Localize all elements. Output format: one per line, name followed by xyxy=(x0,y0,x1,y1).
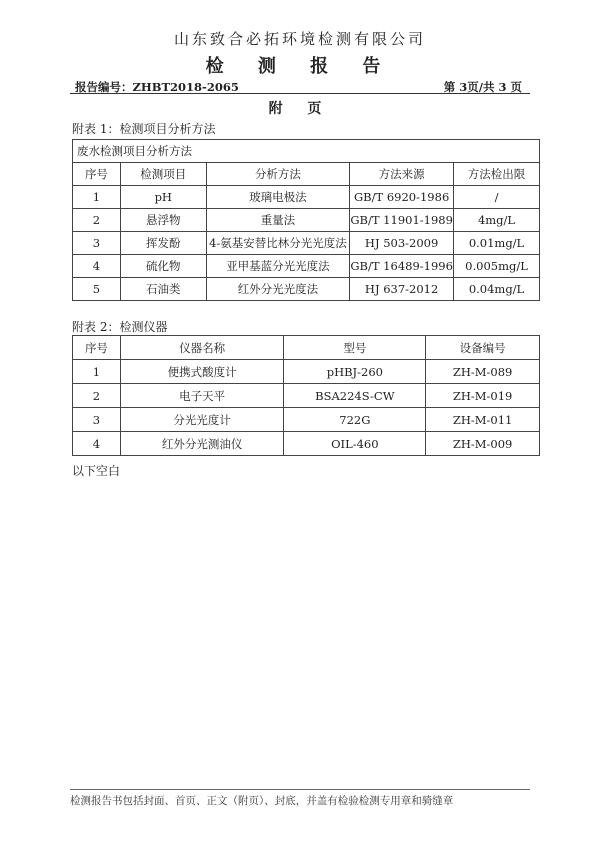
blank-below-note: 以下空白 xyxy=(72,464,121,478)
table-cell: ZH-M-089 xyxy=(426,360,540,384)
header-divider xyxy=(70,93,530,94)
table-cell: 4 xyxy=(73,432,121,456)
page-indicator: 第 3页/共 3 页 xyxy=(443,80,522,94)
section-heading: 附 页 xyxy=(268,101,332,117)
table-cell: 4-氨基安替比林分光光度法 xyxy=(206,232,350,255)
table-row xyxy=(73,360,540,384)
table-cell: ZH-M-009 xyxy=(426,432,540,456)
table-cell: 2 xyxy=(73,384,121,408)
column-header: 序号 xyxy=(73,163,121,186)
column-header: 方法检出限 xyxy=(454,163,540,186)
table-cell: 3 xyxy=(73,232,121,255)
table-cell: OIL-460 xyxy=(284,432,426,456)
table-cell: 5 xyxy=(73,278,121,301)
column-header: 检测项目 xyxy=(120,163,206,186)
table-cell: GB/T 16489-1996 xyxy=(350,255,454,278)
table-cell: GB/T 6920-1986 xyxy=(350,186,454,209)
table-cell: 2 xyxy=(73,209,121,232)
table-cell: 挥发酚 xyxy=(120,232,206,255)
table1-caption: 附表 1：检测项目分析方法 xyxy=(72,122,216,136)
report-number: 报告编号：ZHBT2018-2065 xyxy=(75,80,239,94)
table-cell: HJ 503-2009 xyxy=(350,232,454,255)
column-header: 型号 xyxy=(284,336,426,360)
table-cell: pH xyxy=(120,186,206,209)
table-cell: GB/T 11901-1989 xyxy=(350,209,454,232)
table-row xyxy=(73,209,540,232)
table-cell: 亚甲基蓝分光光度法 xyxy=(206,255,350,278)
table-cell: 石油类 xyxy=(120,278,206,301)
table-cell: 722G xyxy=(284,408,426,432)
table-row xyxy=(73,432,540,456)
table-cell: 电子天平 xyxy=(120,384,284,408)
table-cell: / xyxy=(454,186,540,209)
column-header: 分析方法 xyxy=(206,163,350,186)
table-cell: HJ 637-2012 xyxy=(350,278,454,301)
table-cell: 悬浮物 xyxy=(120,209,206,232)
column-header: 方法来源 xyxy=(350,163,454,186)
footer-divider xyxy=(70,789,530,790)
table-cell: pHBJ-260 xyxy=(284,360,426,384)
table2-caption: 附表 2：检测仪器 xyxy=(72,320,168,334)
table1-header-row xyxy=(73,163,540,186)
table-row xyxy=(73,278,540,301)
table-cell: 3 xyxy=(73,408,121,432)
table-cell: 4 xyxy=(73,255,121,278)
table-cell: 红外分光测油仪 xyxy=(120,432,284,456)
column-header: 仪器名称 xyxy=(120,336,284,360)
instrument-table xyxy=(72,335,540,456)
table-cell: 0.005mg/L xyxy=(454,255,540,278)
table-row xyxy=(73,232,540,255)
analysis-method-table xyxy=(72,139,540,301)
table-row xyxy=(73,255,540,278)
table-row xyxy=(73,384,540,408)
column-header: 设备编号 xyxy=(426,336,540,360)
table-row xyxy=(73,186,540,209)
table-cell: 分光光度计 xyxy=(120,408,284,432)
table-cell: 硫化物 xyxy=(120,255,206,278)
table-cell: ZH-M-019 xyxy=(426,384,540,408)
table-cell: ZH-M-011 xyxy=(426,408,540,432)
table-cell: BSA224S-CW xyxy=(284,384,426,408)
table-cell: 重量法 xyxy=(206,209,350,232)
table2-header-row xyxy=(73,336,540,360)
table1-title-row xyxy=(73,140,540,163)
table-cell: 便携式酸度计 xyxy=(120,360,284,384)
report-title: 检 测 报 告 xyxy=(205,56,395,77)
table-cell: 1 xyxy=(73,360,121,384)
table1-title: 废水检测项目分析方法 xyxy=(73,140,540,163)
table-cell: 0.01mg/L xyxy=(454,232,540,255)
table-cell: 1 xyxy=(73,186,121,209)
column-header: 序号 xyxy=(73,336,121,360)
company-name: 山东致合必拓环境检测有限公司 xyxy=(173,30,426,48)
footer-note: 检测报告书包括封面、首页、正文（附页）、封底，并盖有检验检测专用章和骑缝章 xyxy=(70,795,454,807)
table-cell: 4mg/L xyxy=(454,209,540,232)
table-cell: 0.04mg/L xyxy=(454,278,540,301)
table-cell: 红外分光光度法 xyxy=(206,278,350,301)
table-row xyxy=(73,408,540,432)
table-cell: 玻璃电极法 xyxy=(206,186,350,209)
